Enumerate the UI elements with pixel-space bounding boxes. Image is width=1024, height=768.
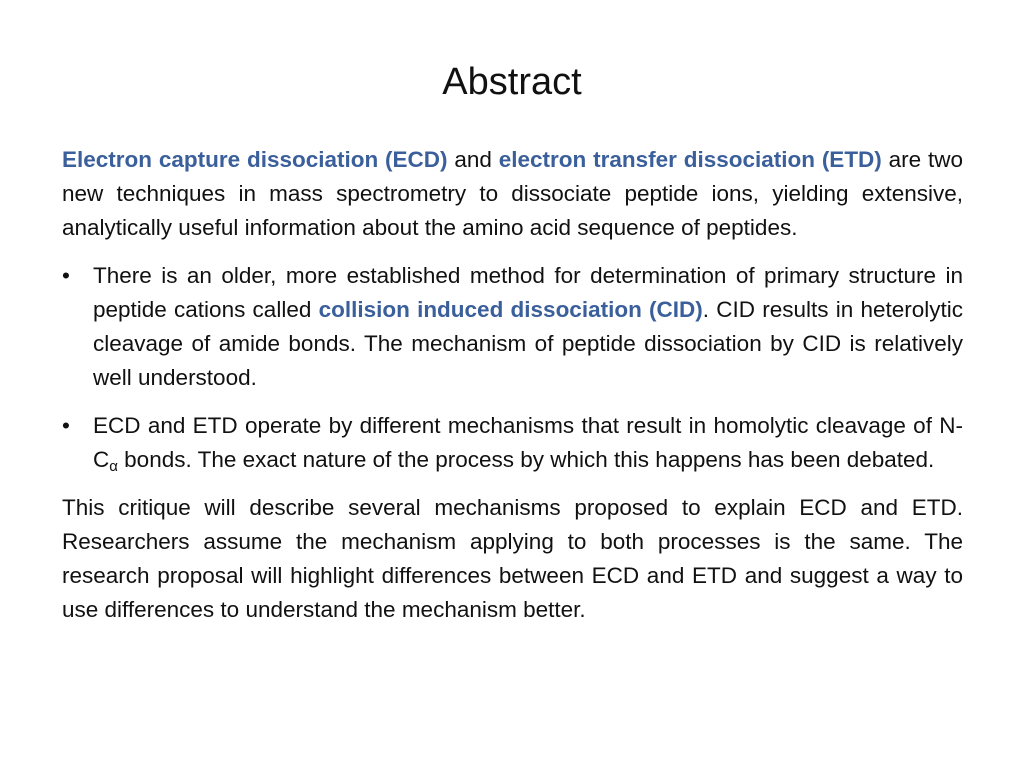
cid-term: collision induced dissociation (CID) (318, 297, 703, 322)
alpha-subscript: α (109, 458, 118, 475)
bullet-cid (62, 259, 963, 395)
closing-paragraph: This critique will describe several mechanisms proposed to explain ECD and ETD. Researchers assume the mechanism applying to both processes is the same. The research proposal will highlight differences between ECD and ETD and suggest a way to use differences to understand the mechanism better. (62, 495, 963, 622)
bullet-dot-icon: • (62, 413, 70, 438)
intro-joiner: and (447, 147, 499, 172)
slide-title: Abstract (442, 61, 582, 103)
bullet-mechanism-after: bonds. The exact nature of the process by which this happens has been debated. (117, 447, 935, 472)
intro-rest: are two new techniques in mass spectrometry to dissociate peptide ions, yielding extensive, analytically useful information about the amino acid sequence of peptides. (62, 147, 963, 240)
bullet-cid-after: . CID results in heterolytic cleavage of amide bonds. The mechanism of peptide dissociation by CID is relatively well understood. (93, 297, 964, 390)
bullet-mechanism-before: ECD and ETD operate by different mechanisms that result in homolytic cleavage of N-C (93, 413, 963, 472)
bullet-mechanism (62, 409, 963, 477)
etd-term: electron transfer dissociation (ETD) (498, 147, 882, 172)
bullet-cid-before: There is an older, more established method for determination of primary structure in peptide cations called (93, 263, 963, 322)
bullet-dot-icon: • (62, 263, 70, 288)
intro-paragraph (62, 143, 963, 245)
slide-body (62, 143, 963, 641)
ecd-term: Electron capture dissociation (ECD) (62, 147, 448, 172)
